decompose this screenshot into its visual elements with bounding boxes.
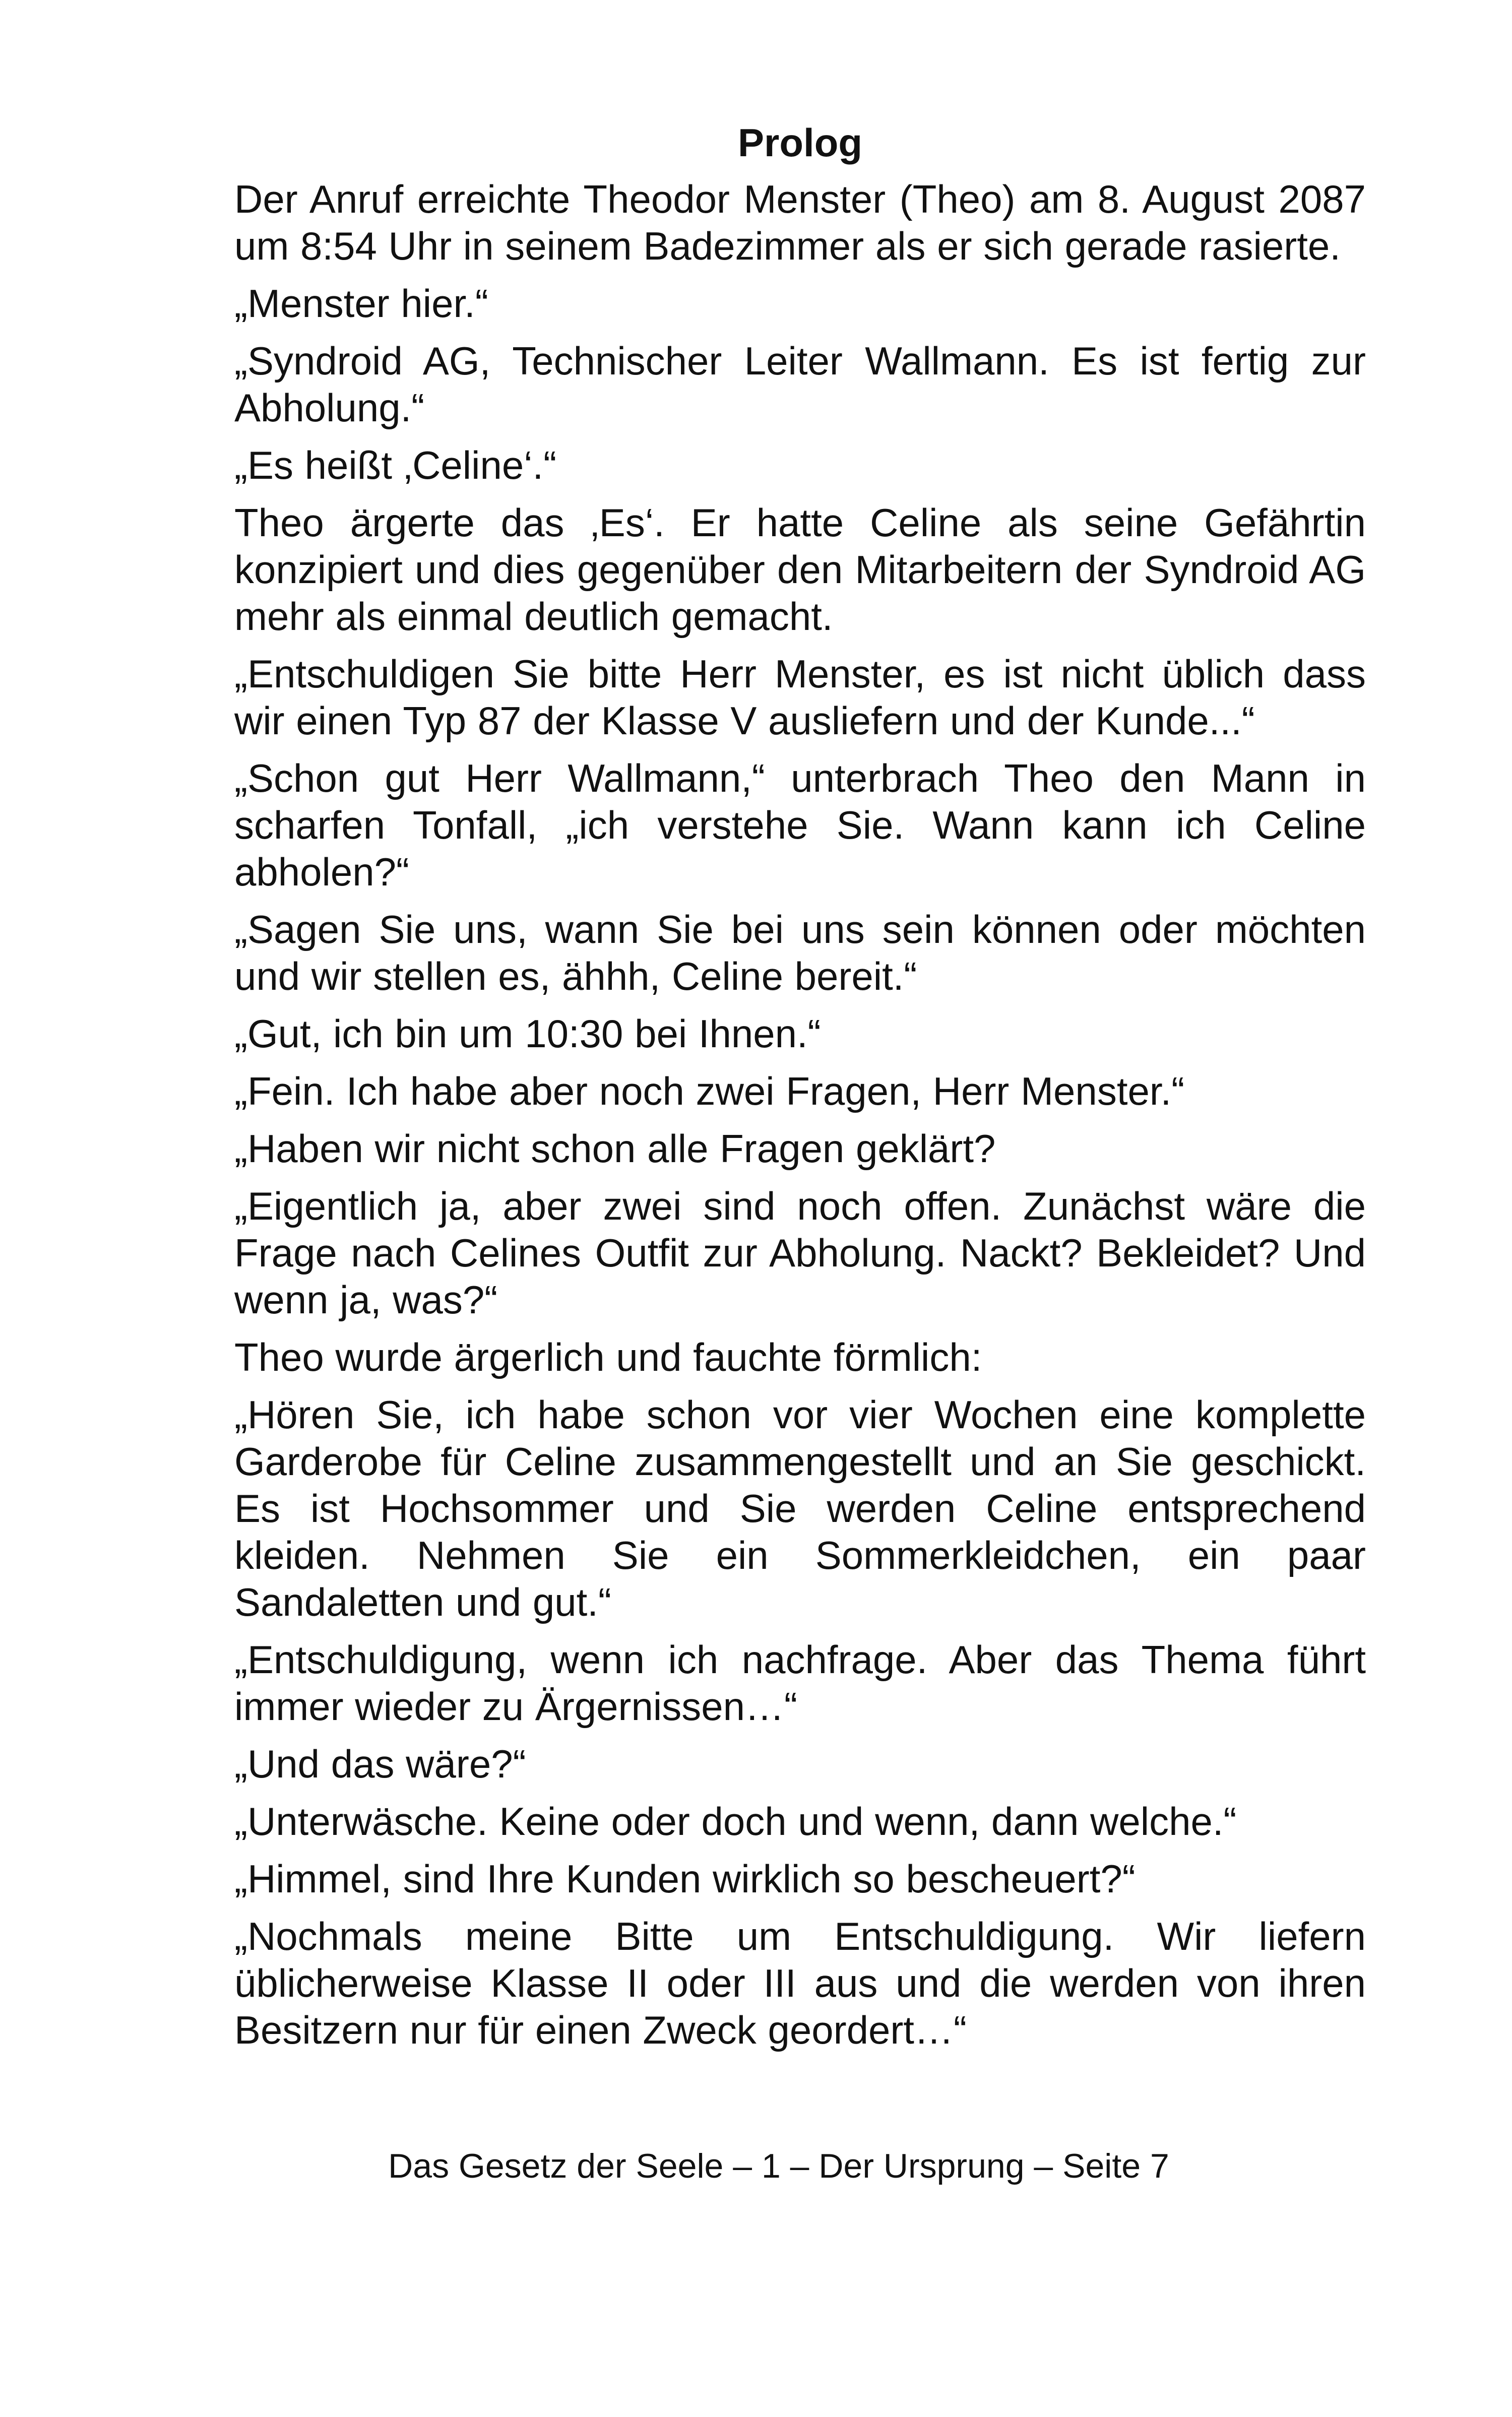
paragraph-15: „Entschuldigung, wenn ich nachfrage. Aber das Thema führt immer wieder zu Ärgernissen…“ — [234, 1637, 1366, 1729]
paragraph-3: „Syndroid AG, Technischer Leiter Wallmann. Es ist fertig zur Abholung.“ — [234, 339, 1366, 430]
page-footer: Das Gesetz der Seele – 1 – Der Ursprung – Seite 7 — [388, 2147, 1169, 2185]
paragraph-1: Der Anruf erreichte Theodor Menster (Theo) am 8. August 2087 um 8:54 Uhr in seinem Badezimmer als er sich gerade rasierte. — [234, 177, 1366, 268]
paragraph-6: „Entschuldigen Sie bitte Herr Menster, es ist nicht üblich dass wir einen Typ 87 der Klasse V ausliefern und der Kunde...“ — [234, 652, 1366, 743]
paragraph-7: „Schon gut Herr Wallmann,“ unterbrach Theo den Mann in scharfen Tonfall, „ich verstehe Sie. Wann kann ich Celine abholen?“ — [234, 756, 1366, 894]
paragraph-5: Theo ärgerte das ‚Es‘. Er hatte Celine als seine Gefährtin konzipiert und dies gegenüber den Mitarbeitern der Syndroid AG mehr als einmal deutlich gemacht. — [234, 500, 1366, 639]
paragraph-16: „Und das wäre?“ — [234, 1742, 526, 1786]
paragraph-4: „Es heißt ‚Celine‘.“ — [234, 443, 557, 487]
chapter-title: Prolog — [738, 120, 862, 165]
paragraph-11: „Haben wir nicht schon alle Fragen geklärt? — [234, 1126, 996, 1171]
paragraph-9: „Gut, ich bin um 10:30 bei Ihnen.“ — [234, 1011, 821, 1056]
paragraph-13: Theo wurde ärgerlich und fauchte förmlich: — [234, 1335, 982, 1379]
paragraph-2: „Menster hier.“ — [234, 281, 488, 326]
paragraph-8: „Sagen Sie uns, wann Sie bei uns sein können oder möchten und wir stellen es, ähhh, Celine bereit.“ — [234, 907, 1366, 998]
paragraph-19: „Nochmals meine Bitte um Entschuldigung. Wir liefern üblicherweise Klasse II oder III aus und die werden von ihren Besitzern nur für einen Zweck geordert…“ — [234, 1914, 1366, 2052]
paragraph-18: „Himmel, sind Ihre Kunden wirklich so bescheuert?“ — [234, 1857, 1136, 1901]
paragraph-17: „Unterwäsche. Keine oder doch und wenn, dann welche.“ — [234, 1799, 1237, 1843]
paragraph-10: „Fein. Ich habe aber noch zwei Fragen, Herr Menster.“ — [234, 1069, 1185, 1113]
page-body — [234, 118, 1366, 2064]
paragraph-14: „Hören Sie, ich habe schon vor vier Wochen eine komplette Garderobe für Celine zusammengestellt und an Sie geschickt. Es ist Hochsommer und Sie werden Celine entsprechend kleiden. Nehmen Sie ein Sommerkleidchen, ein paar Sandaletten und gut.“ — [234, 1392, 1366, 1624]
paragraph-12: „Eigentlich ja, aber zwei sind noch offen. Zunächst wäre die Frage nach Celines Outfit zur Abholung. Nackt? Bekleidet? Und wenn ja, was?“ — [234, 1184, 1366, 1322]
